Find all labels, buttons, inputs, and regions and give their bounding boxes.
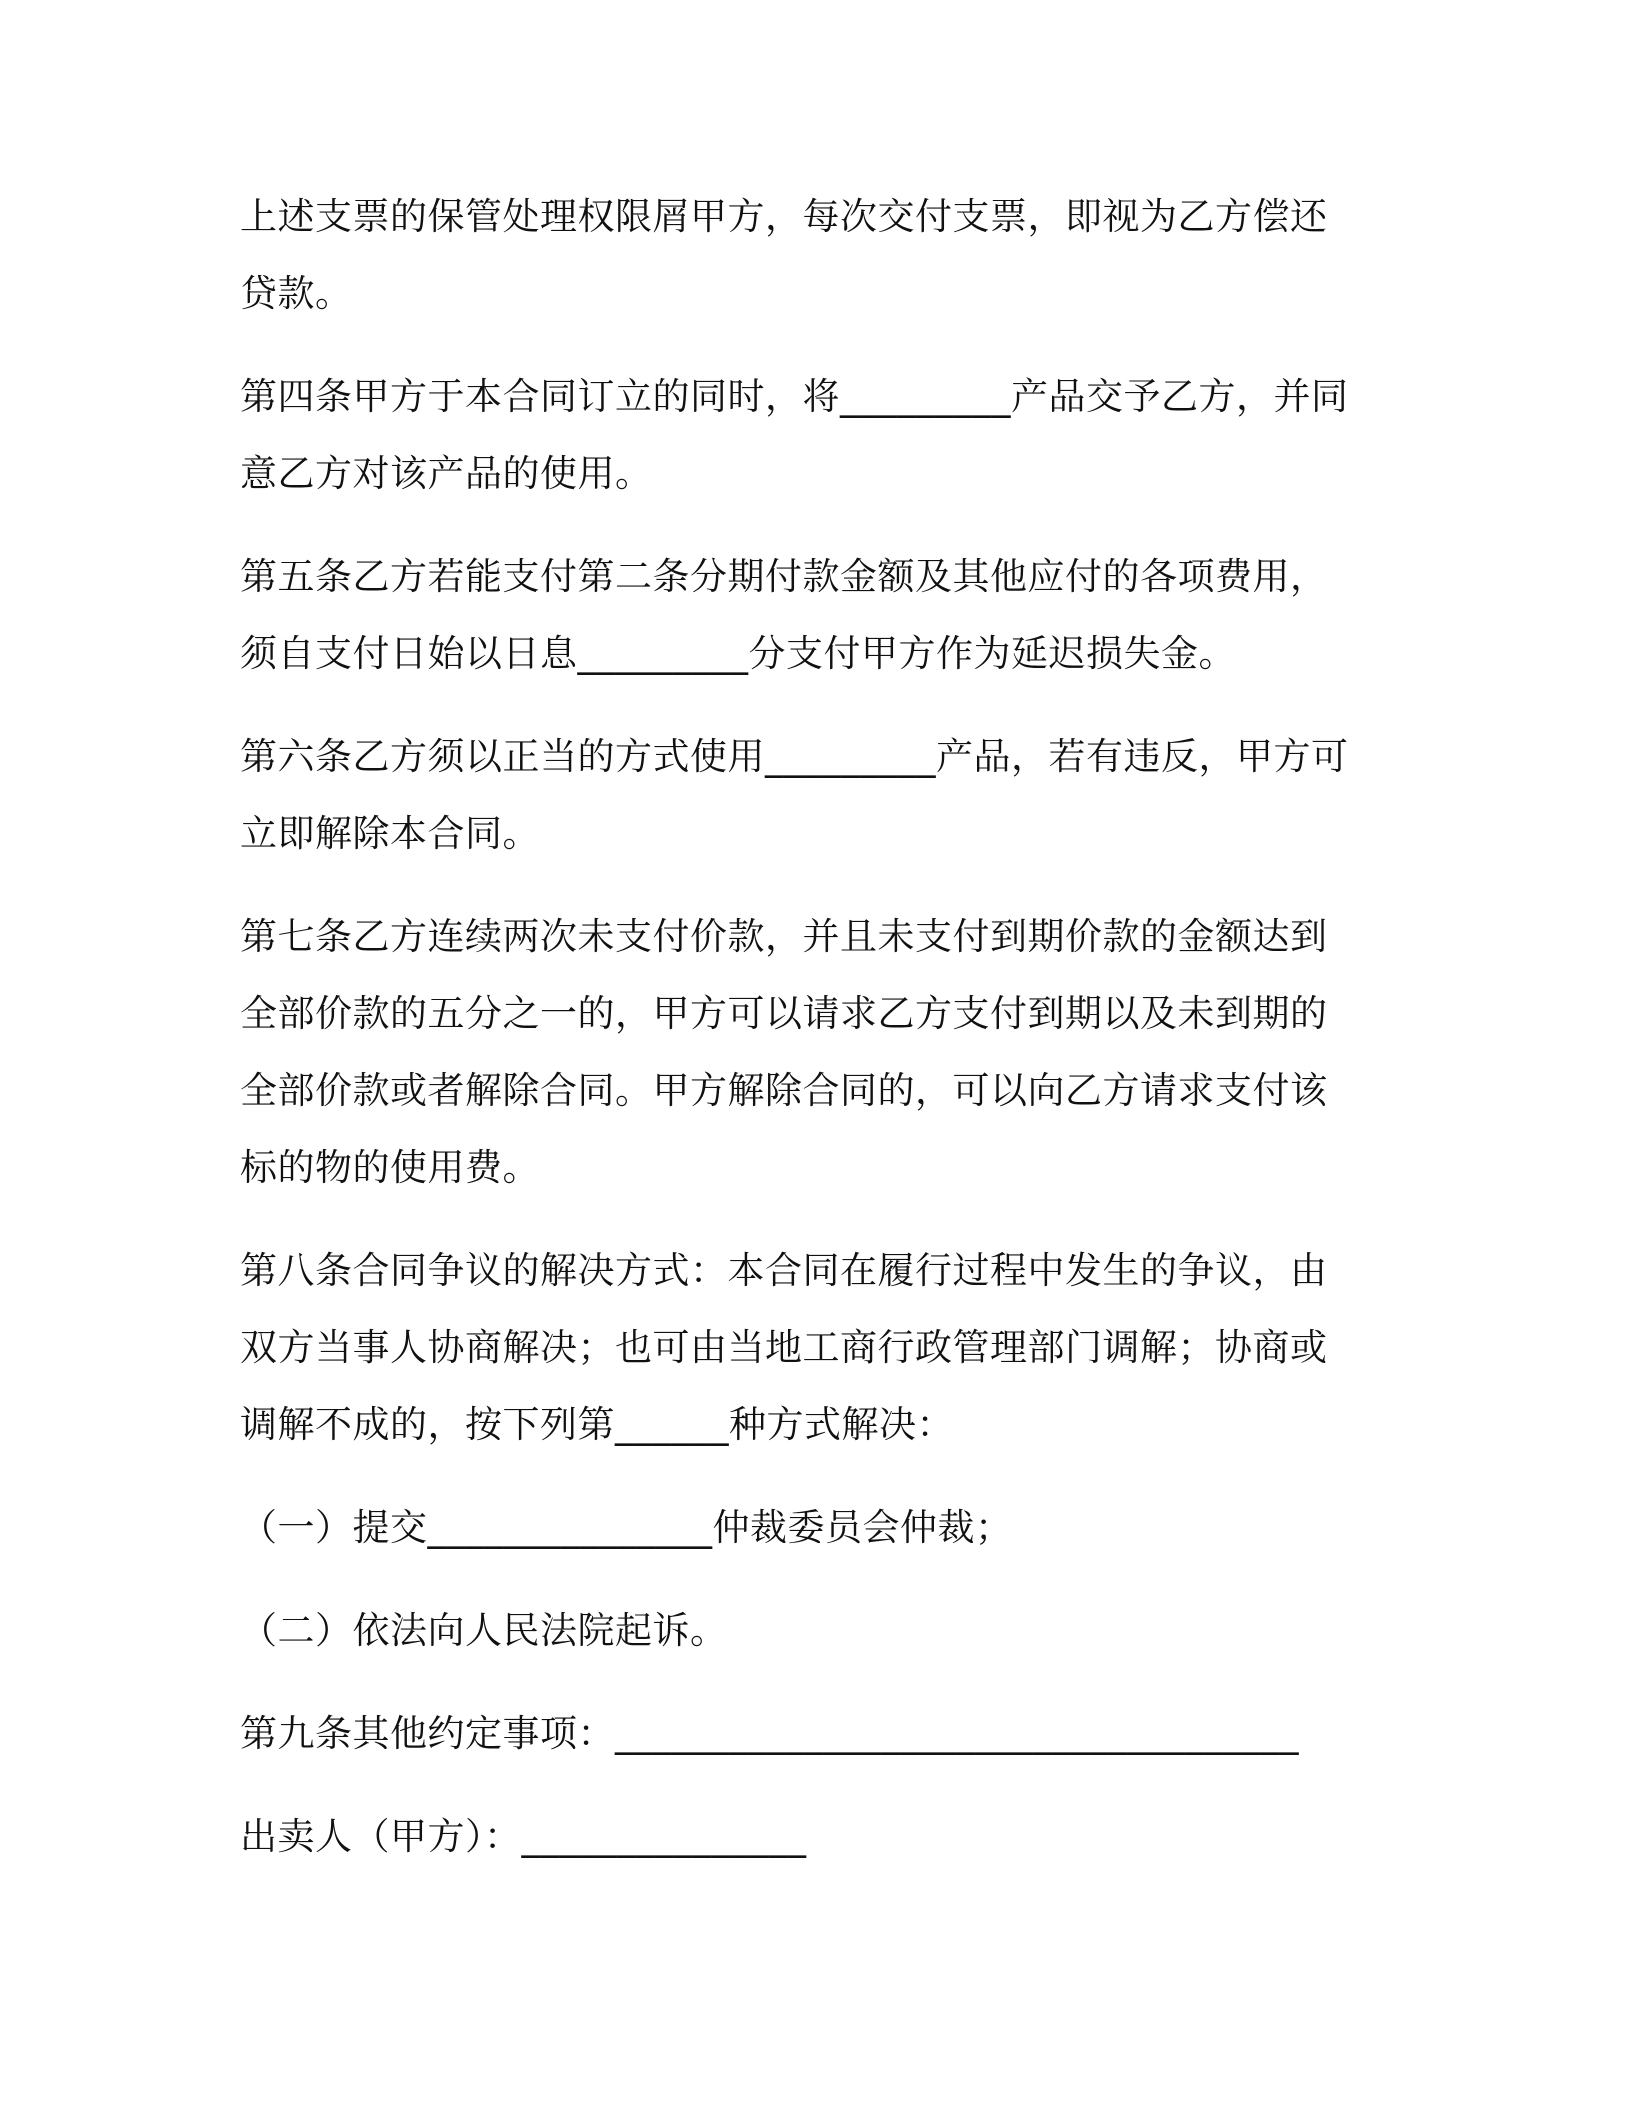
paragraph-article-9: 第九条其他约定事项：____________________________________ xyxy=(240,1712,1299,1755)
paragraph-article-8: 第八条合同争议的解决方式：本合同在履行过程中发生的争议，由双方当事人协商解决；也可由当地工商行政管理部门调解；协商或调解不成的，按下列第______种方式解决： xyxy=(240,1249,1328,1446)
paragraph-article-7: 第七条乙方连续两次未支付价款，并且未支付到期价款的金额达到全部价款的五分之一的，甲方可以请求乙方支付到期以及未到期的全部价款或者解除合同。甲方解除合同的，可以向乙方请求支付该标的物的使用费。 xyxy=(240,915,1328,1189)
paragraph-option-arbitration: （一）提交_______________仲裁委员会仲裁； xyxy=(240,1506,1013,1549)
paragraph-article-4: 第四条甲方于本合同订立的同时，将_________产品交予乙方，并同意乙方对该产品的使用。 xyxy=(240,375,1349,495)
paragraph-cheque-custody: 上述支票的保管处理权限屑甲方，每次交付支票，即视为乙方偿还贷款。 xyxy=(240,195,1328,315)
paragraph-article-6: 第六条乙方须以正当的方式使用_________产品，若有违反，甲方可立即解除本合同。 xyxy=(240,735,1349,855)
paragraph-article-5: 第五条乙方若能支付第二条分期付款金额及其他应付的各项费用，须自支付日始以日息_________分支付甲方作为延迟损失金。 xyxy=(240,555,1328,675)
paragraph-seller-signature: 出卖人（甲方）：_______________ xyxy=(240,1815,807,1858)
paragraph-option-lawsuit: （二）依法向人民法院起诉。 xyxy=(240,1609,728,1652)
contract-body xyxy=(240,178,1360,1901)
